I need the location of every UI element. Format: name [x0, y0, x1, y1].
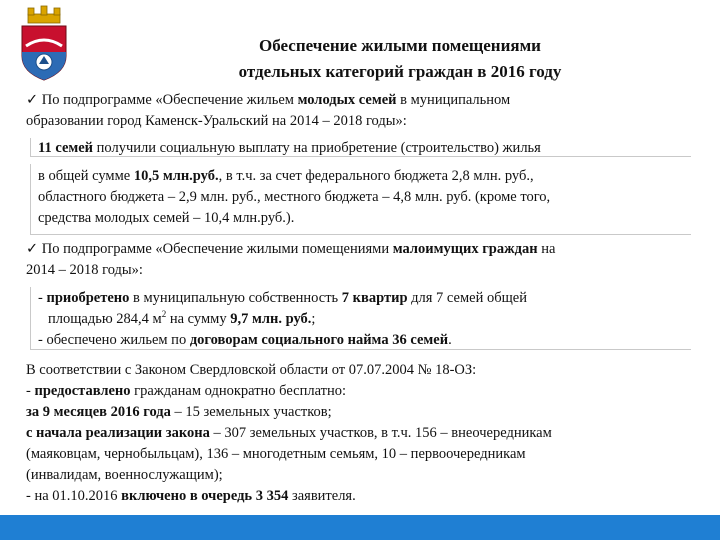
- text-run: получили социальную выплату на приобретение (строительство) жилья: [93, 140, 541, 156]
- text-run: 10,5 млн.руб.: [133, 168, 219, 184]
- section1-p2-line1: [38, 166, 698, 187]
- text-run: за 9 месяцев 2016 года: [26, 404, 171, 420]
- section2-line2: 2014 – 2018 годы»:: [26, 262, 143, 278]
- section-low-income-intro: [26, 239, 696, 281]
- text-run: площадью 284,4 м: [48, 311, 162, 327]
- text-run: в муниципальную собственность: [129, 290, 342, 306]
- page-title: [120, 33, 680, 85]
- section3-line7: [26, 486, 696, 507]
- section1-amounts: [38, 166, 698, 229]
- section1-paragraph: [38, 138, 698, 159]
- text-run: – 15 земельных участков;: [170, 404, 332, 420]
- title-line-1: Обеспечение жилыми помещениями: [259, 36, 541, 55]
- section2-list: [38, 288, 698, 351]
- text-run: для 7 семей общей: [407, 290, 527, 306]
- text-run: – 307 земельных участков, в т.ч. 156 – внеочередникам: [209, 425, 552, 441]
- section2-item2: [38, 330, 698, 351]
- section2-item1-cont: [38, 309, 698, 330]
- section3-line1: В соответствии с Законом Свердловской области от 07.07.2004 № 18-ОЗ:: [26, 362, 477, 378]
- superscript: 2: [161, 309, 167, 320]
- section2-line1: [26, 239, 696, 260]
- section1-p2-line3: средства молодых семей – 10,4 млн.руб.).: [38, 210, 295, 226]
- crown-icon: [28, 6, 60, 23]
- section3-line2: [26, 381, 696, 402]
- text-run: приобретено: [46, 290, 130, 306]
- text-run: 7 квартир: [341, 290, 408, 306]
- section1-p2-line2: областного бюджета – 2,9 млн. руб., местного бюджета – 4,8 млн. руб. (кроме того,: [38, 189, 551, 205]
- checkmark-icon: ✓: [26, 92, 39, 108]
- text-run: - обеспечено жильем по: [38, 332, 190, 348]
- text-run: 11 семей: [38, 140, 94, 156]
- text-run: на: [537, 241, 556, 257]
- text-run: - на 01.10.2016: [26, 488, 122, 504]
- text-run: малоимущих граждан: [392, 241, 538, 257]
- text-run: гражданам однократно бесплатно:: [130, 383, 347, 399]
- title-line-2: отдельных категорий граждан в 2016 году: [238, 62, 562, 81]
- section-land-plots: [26, 360, 696, 507]
- text-run: По подпрограмме «Обеспечение жилыми помещениями: [38, 241, 393, 257]
- city-coat-of-arms: [14, 4, 74, 84]
- text-run: предоставлено: [34, 383, 131, 399]
- section1-line1: [26, 90, 696, 111]
- text-run: , в т.ч. за счет федерального бюджета 2,8 млн. руб.,: [218, 168, 534, 184]
- text-run: договорам социального найма: [189, 332, 389, 348]
- text-run: на сумму: [166, 311, 231, 327]
- section3-line3: [26, 402, 696, 423]
- text-run: молодых семей: [297, 92, 397, 108]
- text-run: включено в очередь 3 354: [121, 488, 289, 504]
- text-run: 36 семей: [392, 332, 449, 348]
- section3-line6: (инвалидам, военнослужащим);: [26, 467, 223, 483]
- text-run: По подпрограмме «Обеспечение жильем: [38, 92, 298, 108]
- text-run: 9,7 млн. руб.: [230, 311, 312, 327]
- section3-line5: (маяковцам, чернобыльцам), 136 – многодетным семьям, 10 – первоочередникам: [26, 446, 526, 462]
- section-young-families-intro: [26, 90, 696, 132]
- text-run: -: [38, 290, 47, 306]
- section1-p1: [38, 138, 698, 159]
- text-run: в муниципальном: [396, 92, 511, 108]
- text-run: ;: [311, 311, 316, 327]
- text-run: -: [26, 383, 35, 399]
- text-run: заявителя.: [288, 488, 356, 504]
- text-run: .: [448, 332, 452, 348]
- section2-item1: [38, 288, 698, 309]
- checkmark-icon: ✓: [26, 241, 39, 257]
- text-run: с начала реализации закона: [26, 425, 210, 441]
- text-run: в общей сумме: [38, 168, 134, 184]
- footer-bar: [0, 515, 720, 540]
- section3-line4: [26, 423, 696, 444]
- section1-line2: образовании город Каменск-Уральский на 2014 – 2018 годы»:: [26, 113, 407, 129]
